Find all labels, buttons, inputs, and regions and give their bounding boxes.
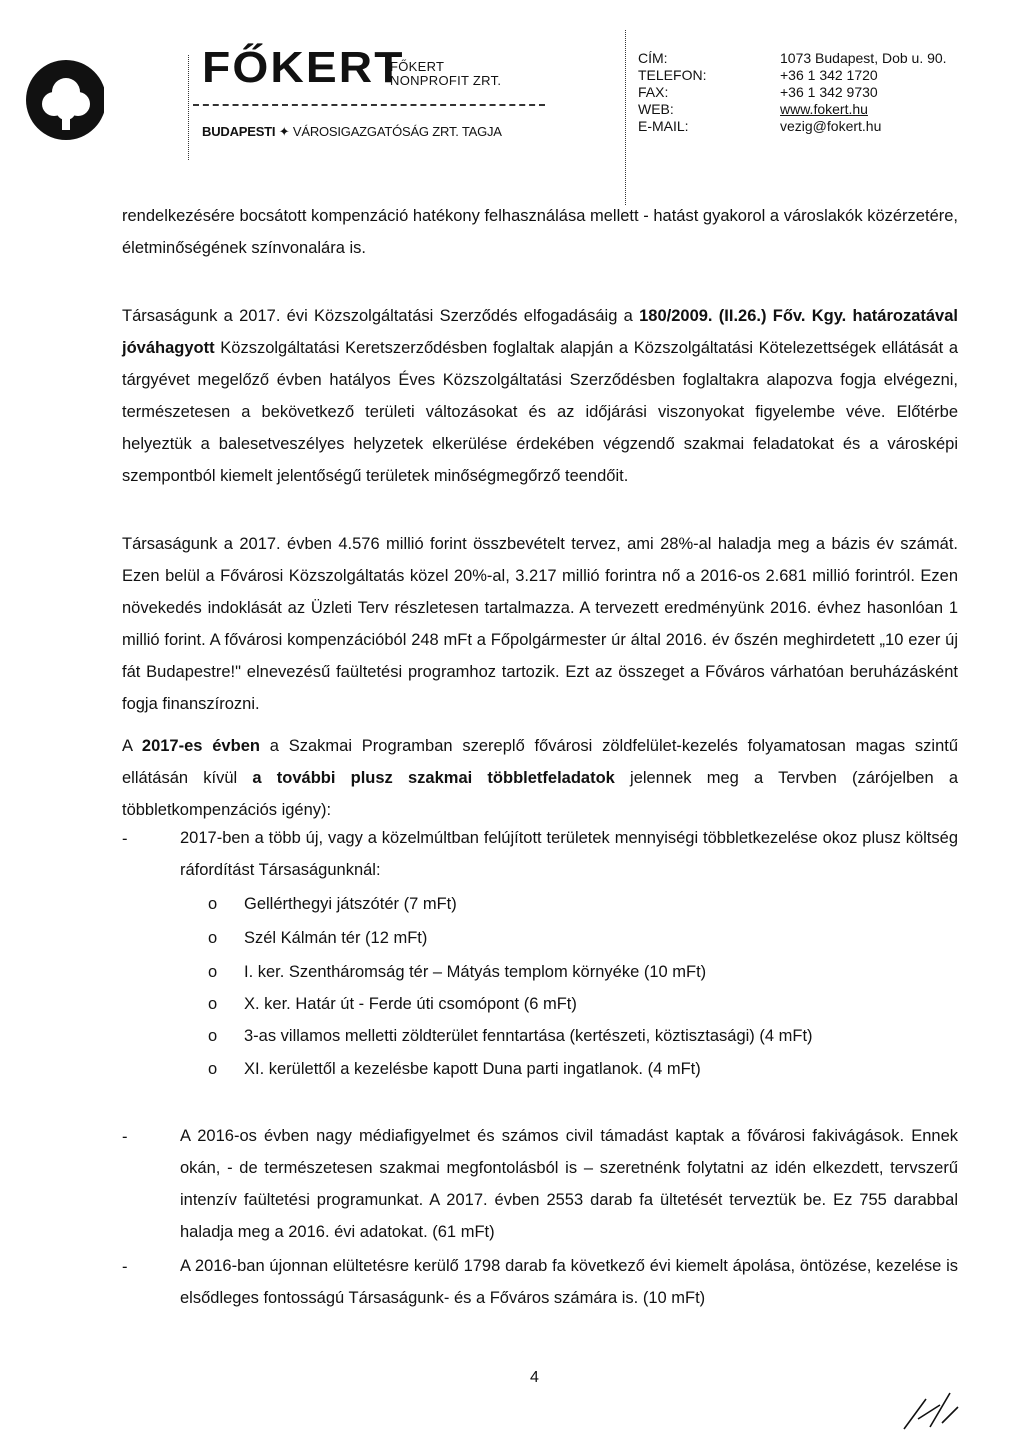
list-item-1: 2017-ben a több új, vagy a közelmúltban felújított területek mennyiségi többletkezelése okoz plusz költség ráfordítást Társaságunknál:	[180, 829, 958, 879]
sub-list-item: o X. ker. Határ út - Ferde úti csomópont (6 mFt)	[208, 995, 577, 1013]
list-dash: -	[122, 830, 128, 848]
website-link[interactable]: www.fokert.hu	[780, 101, 868, 117]
paragraph-1: rendelkezésére bocsátott kompenzáció hatékony felhasználása mellett - hatást gyakorol a városlakók közérzetére, életminőségének színvonalára is.	[122, 207, 958, 257]
contact-values: 1073 Budapest, Dob u. 90. +36 1 342 1720 +36 1 342 9730 www.fokert.hu vezig@fokert.hu	[780, 50, 947, 134]
list-dash: -	[122, 1258, 128, 1276]
sub-list-item: o Szél Kálmán tér (12 mFt)	[208, 929, 428, 947]
header-dashed-line	[193, 104, 545, 106]
paragraph-3: Társaságunk a 2017. évben 4.576 millió forint összbevételt tervez, ami 28%-al haladja meg a bázis év számát. Ezen belül a Fővárosi Közszolgáltatás közel 20%-al, 3.217 millió forintra nő a 2016-os 2.681 millió forintról. Ezen növekedés indoklását az Üzleti Terv részletesen tartalmazza. A tervezett eredményünk 2016. évhez hasonlóan 1 millió forint. A fővárosi kompenzációból 248 mFt a Főpolgármester úr által 2016. év őszén meghirdetett „10 ezer új fát Budapestre!" elnevezésű faültetési programhoz tartozik. Ezt az összeget a Főváros várhatóan beruházásként fogja finanszírozni.	[122, 535, 958, 713]
contact-divider	[625, 30, 626, 205]
header-divider	[188, 55, 189, 160]
page-number: 4	[530, 1369, 539, 1386]
list-dash: -	[122, 1128, 128, 1146]
sub-list-item: o 3-as villamos melletti zöldterület fenntartása (kertészeti, köztisztasági) (4 mFt)	[208, 1027, 813, 1045]
sub-list-item: o I. ker. Szentháromság tér – Mátyás templom környéke (10 mFt)	[208, 963, 707, 981]
sub-list-item: o Gellérthegyi játszótér (7 mFt)	[208, 895, 457, 913]
email-link[interactable]: vezig@fokert.hu	[780, 118, 882, 134]
fokert-logo	[24, 52, 104, 146]
tagline: BUDAPESTI ✦ VÁROSIGAZGATÓSÁG ZRT. TAGJA	[202, 124, 502, 139]
crest-icon: ✦	[278, 124, 290, 139]
sub-list-item: o XI. kerülettől a kezelésbe kapott Duna parti ingatlanok. (4 mFt)	[208, 1060, 701, 1078]
brand-subtitle: FŐKERT NONPROFIT ZRT.	[390, 59, 502, 88]
list-item-2: A 2016-os évben nagy médiafigyelmet és számos civil támadást kaptak a fővárosi fakivágások. Ennek okán, - de természetesen szakmai megfontolásból is – szeretnénk folytatni az idén elkezdett, tervszerű intenzív faültetési programunkat. A 2017. évben 2553 darab fa ültetését terveztük be. Ez 755 darabbal haladja meg a 2016. évi adatokat. (61 mFt)	[180, 1127, 958, 1241]
list-item-3: A 2016-ban újonnan elültetésre kerülő 1798 darab fa következő évi kiemelt ápolása, öntözése, kezelése is elsődleges fontosságú Társaságunk- és a Főváros számára is. (10 mFt)	[180, 1257, 958, 1307]
paragraph-2: Társaságunk a 2017. évi Közszolgáltatási Szerződés elfogadásáig a 180/2009. (II.26.) Főv. Kgy. határozatával jóváhagyott Közszolgáltatási Keretszerződésben foglaltak alapján a Közszolgáltatási Kötelezettségek ellátását a tárgyévet megelőző évben hatályos Éves Közszolgáltatási Szerződésben foglaltakra alapozva fogja elvégezni, természetesen a bekövetkező területi változásokat és az időjárási viszonyokat figyelembe véve. Előtérbe helyeztük a balesetveszélyes helyzetek elkerülése érdekében végzendő szakmai feladatokat és a városképi szempontból kiemelt jelentőségű területek minőségmegőrző teendőit.	[122, 307, 958, 485]
brand-name: FŐKERT	[202, 43, 405, 92]
paragraph-4: A 2017-es évben a Szakmai Programban szereplő fővárosi zöldfelület-kezelés folyamatosan magas szintű ellátásán kívül a további plusz szakmai többletfeladatok jelennek meg a Tervben (zárójelben a többletkompenzációs igény):	[122, 737, 959, 819]
signature-initials	[900, 1385, 960, 1435]
contact-labels: CÍM: TELEFON: FAX: WEB: E-MAIL:	[638, 50, 707, 134]
